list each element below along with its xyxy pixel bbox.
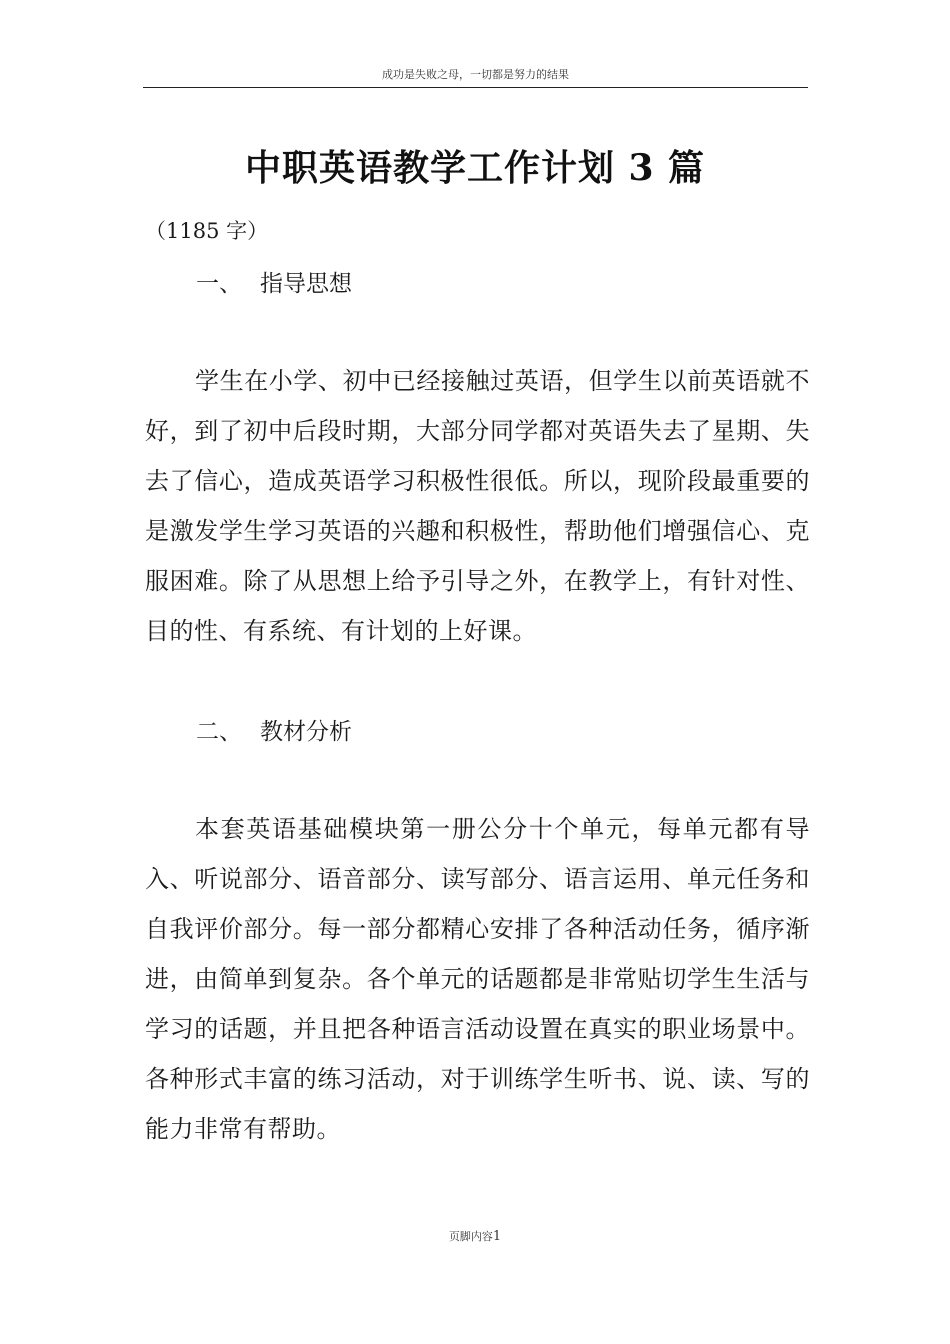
word-count: （1185 字） [145,219,269,243]
footer-label: 页脚内容 [448,1230,493,1243]
page-number: 1 [492,1229,502,1244]
section-paragraph-2: 本套英语基础模块第一册公分十个单元，每单元都有导入、听说部分、语音部分、读写部分、语言运用、单元任务和自我评价部分。每一部分都精心安排了各种活动任务，循序渐进，由简单到复杂。各个单元的话题都是非常贴切学生生活与学习的话题，并且把各种语言活动设置在真实的职业场景中。各种形式丰富的练习活动，对于训练学生听书、说、读、写的能力非常有帮助。 [145,815,810,1143]
section-number: 一、 [196,271,242,297]
document-title: 中职英语教学工作计划 3 篇 [244,147,706,189]
page-header [143,66,808,88]
header-text: 成功是失败之母，一切都是努力的结果 [382,68,569,81]
section-number: 二、 [196,719,242,745]
page-footer [0,1228,950,1244]
section-title: 指导思想 [260,271,352,297]
section-heading-2 [196,713,352,746]
section-heading-1 [196,265,352,298]
section-paragraph-1: 学生在小学、初中已经接触过英语，但学生以前英语就不好，到了初中后段时期，大部分同学都对英语失去了星期、失去了信心，造成英语学习积极性很低。所以，现阶段最重要的是激发学生学习英语的兴趣和积极性，帮助他们增强信心、克服困难。除了从思想上给予引导之外，在教学上，有针对性、目的性、有系统、有计划的上好课。 [145,367,810,645]
section-title: 教材分析 [260,719,352,745]
